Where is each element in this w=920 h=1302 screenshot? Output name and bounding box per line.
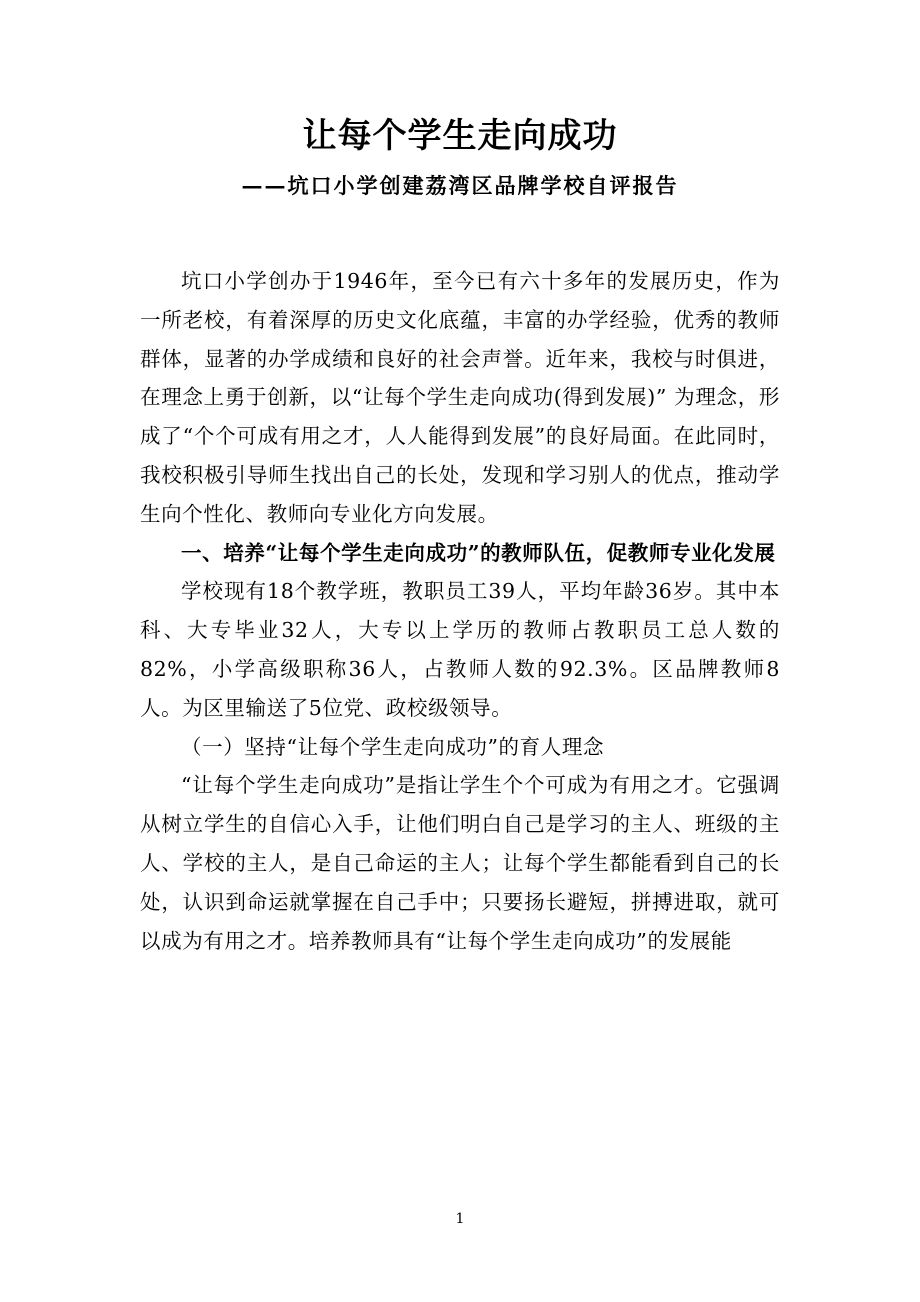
subsection-heading: （一）坚持“让每个学生走向成功”的育人理念 <box>181 734 605 759</box>
document-title: 让每个学生走向成功 <box>302 116 618 156</box>
intro-paragraph: 坑口小学创办于1946年，至今已有六十多年的发展历史，作为一所老校，有着深厚的历史文化底蕴，丰富的办学经验，优秀的教师群体，显著的办学成绩和良好的社会声誉。近年来，我校与时俱进，在理念上勇于创新，以“让每个学生走向成功(得到发展)” 为理念，形成了“个个可成有用之才，人人能得到发展”的良好局面。在此同时，我校积极引导师生找出自己的长处，发现和学习别人的优点，推动学生向个性化、教师向专业化方向发展。 <box>140 269 780 526</box>
section-heading: 一、培养“让每个学生走向成功”的教师队伍，促教师专业化发展 <box>181 540 776 565</box>
page-number: 1 <box>455 1211 465 1227</box>
document-body <box>140 262 780 960</box>
document-subtitle: ——坑口小学创建荔湾区品牌学校自评报告 <box>241 173 679 198</box>
philosophy-paragraph: “让每个学生走向成功”是指让学生个个可成为有用之才。它强调从树立学生的自信心入手，让他们明白自己是学习的主人、班级的主人、学校的主人，是自己命运的主人；让每个学生都能看到自己的长处，认识到命运就掌握在自己手中；只要扬长避短，拼搏进取，就可以成为有用之才。培养教师具有“让每个学生走向成功”的发展能 <box>140 773 780 953</box>
staff-paragraph: 学校现有18个教学班，教职员工39人，平均年龄36岁。其中本科、大专毕业32人，大专以上学历的教师占教职员工总人数的82%，小学高级职称36人，占教师人数的92.3%。区品牌教师8人。为区里输送了5位党、政校级领导。 <box>140 579 780 720</box>
